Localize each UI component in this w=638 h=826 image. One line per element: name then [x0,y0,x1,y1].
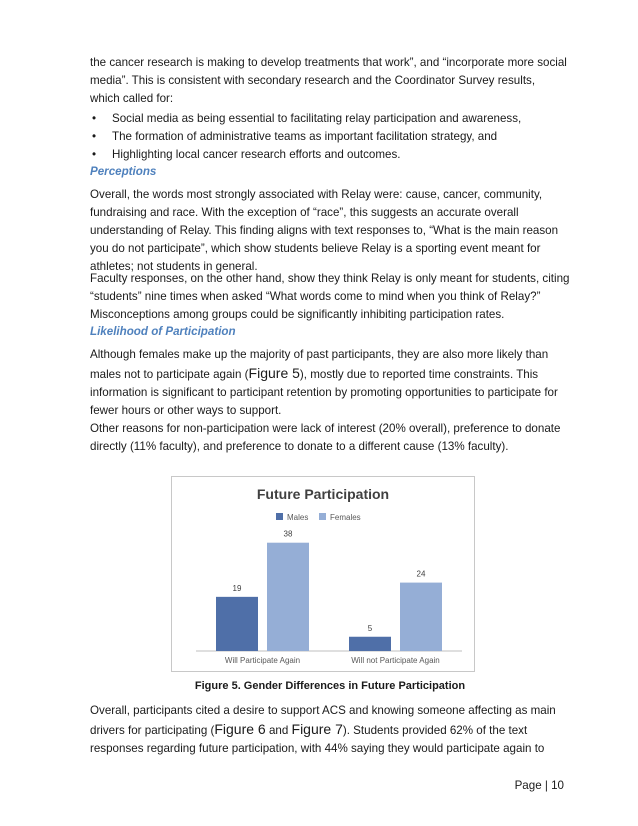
future-participation-chart [171,476,475,672]
data-label-females-1: 24 [416,569,426,579]
category-label-1: Will not Participate Again [351,656,440,665]
chart-legend [276,513,361,522]
figure-caption: Figure 5. Gender Differences in Future Participation [194,680,466,692]
figure-6-reference[interactable]: Figure 6 [214,721,266,737]
bar-males-0 [216,597,258,651]
list-item: • Social media as being essential to facilitating relay participation and awareness, [90,110,570,128]
intro-line-3: which called for: [90,92,174,105]
likelihood-heading: Likelihood of Participation [90,325,236,338]
likelihood-paragraph-1: Although females make up the majority of past participants, they are also more likely than males not to participate again (Figure 5), mostly due to reported time constraints. This information is significant to participant retention by promoting opportunities to participate for fewer hours or other ways to support. [90,348,558,417]
category-label-0: Will Participate Again [224,656,301,665]
figure-7-reference[interactable]: Figure 7 [291,721,343,737]
perceptions-heading: Perceptions [90,165,157,178]
chart-svg [172,477,474,671]
data-label-males-1: 5 [367,623,373,633]
page-number: Page | 10 [514,779,564,792]
figure-5-reference[interactable]: Figure 5 [248,365,300,381]
legend-label-males: Males [287,513,309,522]
likelihood-paragraph-2: Other reasons for non-participation were lack of interest (20% overall), preference to donate directly (11% faculty), and preference to donate to a different cause (13% faculty). [90,422,561,453]
data-label-females-0: 38 [283,529,293,539]
data-label-males-0: 19 [232,583,242,593]
chart-title: Future Participation [256,486,390,502]
bullet-icon: • [92,148,97,161]
intro-line-1: the cancer research is making to develop treatments that work”, and “incorporate more social [90,56,567,69]
bullet-icon: • [92,112,97,125]
perceptions-paragraph-1: Overall, the words most strongly associated with Relay were: cause, cancer, community, fundraising and race. With the exception of “race”, this suggests an accurate overall understanding of Relay. This finding aligns with text responses to, “What is the main reason you do not participate”, which show students believe Relay is a sporting event meant for athletes; not students in general. [90,188,559,273]
bullet-list [90,110,570,164]
bar-females-0 [267,543,309,651]
closing-paragraph: Overall, participants cited a desire to support ACS and knowing someone affecting as main drivers for participating (Figure 6 and Figure 7). Students provided 62% of the text responses regarding future participation, with 44% saying they would participate again to [90,704,556,755]
legend-swatch-females [319,513,326,520]
bullet-icon: • [92,130,97,143]
list-item: • The formation of administrative teams as important facilitation strategy, and [90,128,570,146]
legend-swatch-males [276,513,283,520]
bar-males-1 [349,637,391,651]
bar-females-1 [400,583,442,651]
intro-line-2: media”. This is consistent with secondary research and the Coordinator Survey results, [90,74,536,87]
list-item: • Highlighting local cancer research efforts and outcomes. [90,146,570,164]
perceptions-paragraph-2: Faculty responses, on the other hand, show they think Relay is only meant for students, citing “students” nine times when asked “What words come to mind when you think of Relay?” Misconceptions among groups could be significantly inhibiting participation rates. [90,272,570,321]
legend-label-females: Females [330,513,361,522]
intro-paragraph [90,54,570,108]
